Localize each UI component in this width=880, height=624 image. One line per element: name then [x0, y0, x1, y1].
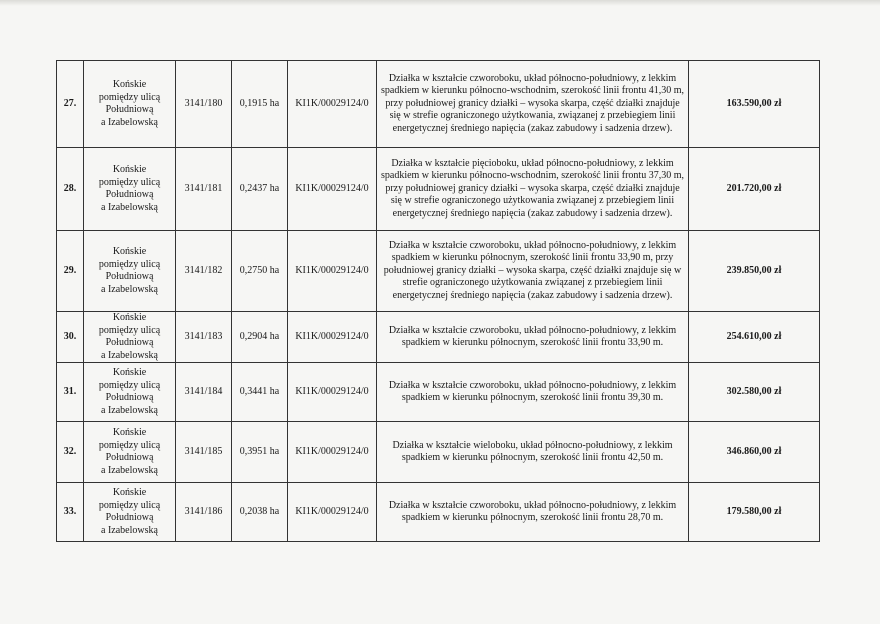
- parcel-price: 254.610,00 zł: [689, 312, 820, 363]
- parcel-description: Działka w kształcie czworoboku, układ północno-południowy, z lekkim spadkiem w kierunku północnym, szerokość linii frontu 33,90 m.: [377, 312, 689, 363]
- location-line: Końskie: [112, 312, 147, 323]
- parcel-number: 3141/180: [176, 61, 232, 148]
- location-line: a Izabelowską: [101, 283, 158, 295]
- parcel-number: 3141/186: [176, 483, 232, 542]
- parcel-description: Działka w kształcie czworoboku, układ północno-południowy, z lekkim spadkiem w kierunku północnym, szerokość linii frontu 28,70 m.: [377, 483, 689, 542]
- table-row: [57, 363, 820, 422]
- location-line: Południową: [105, 337, 154, 348]
- parcel-number: 3141/182: [176, 231, 232, 312]
- row-number: 30.: [57, 312, 84, 363]
- location-line: Południową: [105, 392, 154, 403]
- parcel-price: 163.590,00 zł: [689, 61, 820, 148]
- table-row: [57, 231, 820, 312]
- row-number: 33.: [57, 483, 84, 542]
- location-cell: [84, 363, 176, 422]
- parcel-area: 0,2904 ha: [232, 312, 288, 363]
- parcel-table: [56, 60, 820, 542]
- location-line: Końskie: [112, 367, 147, 378]
- location-line: a Izabelowską: [101, 349, 158, 361]
- location-cell: [84, 422, 176, 483]
- location-line: a Izabelowską: [101, 404, 158, 416]
- table-row: [57, 61, 820, 148]
- location-line: Południową: [105, 452, 154, 463]
- location-line: a Izabelowską: [101, 464, 158, 476]
- land-register-number: KI1K/00029124/0: [288, 231, 377, 312]
- location-line: Południową: [105, 104, 154, 115]
- parcel-description: Działka w kształcie wieloboku, układ północno-południowy, z lekkim spadkiem w kierunku północnym, szerokość linii frontu 42,50 m.: [377, 422, 689, 483]
- parcel-price: 201.720,00 zł: [689, 148, 820, 231]
- location-line: a Izabelowską: [101, 201, 158, 213]
- location-line: Południową: [105, 512, 154, 523]
- location-line: pomiędzy ulicą: [98, 324, 161, 336]
- location-line: Końskie: [112, 164, 147, 175]
- land-register-number: KI1K/00029124/0: [288, 312, 377, 363]
- location-line: pomiędzy ulicą: [98, 176, 161, 188]
- table-row: [57, 422, 820, 483]
- parcel-number: 3141/181: [176, 148, 232, 231]
- location-line: Końskie: [112, 246, 147, 257]
- location-line: Końskie: [112, 79, 147, 90]
- parcel-price: 239.850,00 zł: [689, 231, 820, 312]
- table-row: [57, 483, 820, 542]
- parcel-price: 346.860,00 zł: [689, 422, 820, 483]
- parcel-price: 179.580,00 zł: [689, 483, 820, 542]
- location-line: pomiędzy ulicą: [98, 91, 161, 103]
- parcel-description: Działka w kształcie pięcioboku, układ północno-południowy, z lekkim spadkiem w kierunku północno-wschodnim, szerokość linii frontu 37,30 m, przy południowej granicy działki – wysoka skarpa, część działki znajduje się w strefie ograniczonego użytkowania związanej z przebiegiem linii energetycznej średniego napięcia (zakaz zabudowy i sadzenia drzew).: [377, 148, 689, 231]
- table-row: [57, 148, 820, 231]
- parcel-price: 302.580,00 zł: [689, 363, 820, 422]
- location-cell: [84, 312, 176, 363]
- row-number: 29.: [57, 231, 84, 312]
- location-line: pomiędzy ulicą: [98, 499, 161, 511]
- land-register-number: KI1K/00029124/0: [288, 422, 377, 483]
- location-cell: [84, 148, 176, 231]
- location-line: pomiędzy ulicą: [98, 439, 161, 451]
- land-register-number: KI1K/00029124/0: [288, 148, 377, 231]
- parcel-number: 3141/183: [176, 312, 232, 363]
- parcel-description: Działka w kształcie czworoboku, układ północno-południowy, z lekkim spadkiem w kierunku północnym, szerokość linii frontu 33,90 m, przy południowej granicy działki – wysoka skarpa, część działki znajduje się w strefie ograniczonego użytkowania związanej z przebiegiem linii energetycznej średniego napięcia (zakaz zabudowy i sadzenia drzew).: [377, 231, 689, 312]
- parcel-area: 0,2750 ha: [232, 231, 288, 312]
- row-number: 28.: [57, 148, 84, 231]
- parcel-area: 0,3441 ha: [232, 363, 288, 422]
- parcel-area: 0,2437 ha: [232, 148, 288, 231]
- location-line: a Izabelowską: [101, 524, 158, 536]
- land-register-number: KI1K/00029124/0: [288, 363, 377, 422]
- parcel-area: 0,1915 ha: [232, 61, 288, 148]
- row-number: 32.: [57, 422, 84, 483]
- table-row: [57, 312, 820, 363]
- location-line: Końskie: [112, 487, 147, 498]
- location-cell: [84, 231, 176, 312]
- row-number: 27.: [57, 61, 84, 148]
- location-cell: [84, 61, 176, 148]
- land-register-number: KI1K/00029124/0: [288, 483, 377, 542]
- parcel-description: Działka w kształcie czworoboku, układ północno-południowy, z lekkim spadkiem w kierunku północnym, szerokość linii frontu 39,30 m.: [377, 363, 689, 422]
- location-line: Końskie: [112, 427, 147, 438]
- parcel-number: 3141/185: [176, 422, 232, 483]
- parcel-description: Działka w kształcie czworoboku, układ północno-południowy, z lekkim spadkiem w kierunku północno-wschodnim, szerokość linii frontu 41,30 m, przy południowej granicy działki – wysoka skarpa, część działki znajduje się w strefie ograniczonego użytkowania, związanej z przebiegiem linii energetycznej średniego napięcia (zakaz zabudowy i sadzenia drzew).: [377, 61, 689, 148]
- parcel-number: 3141/184: [176, 363, 232, 422]
- land-register-number: KI1K/00029124/0: [288, 61, 377, 148]
- location-line: pomiędzy ulicą: [98, 258, 161, 270]
- location-line: Południową: [105, 189, 154, 200]
- parcel-area: 0,3951 ha: [232, 422, 288, 483]
- row-number: 31.: [57, 363, 84, 422]
- parcel-area: 0,2038 ha: [232, 483, 288, 542]
- scan-edge: [0, 0, 880, 6]
- location-line: Południową: [105, 271, 154, 282]
- location-line: a Izabelowską: [101, 116, 158, 128]
- location-line: pomiędzy ulicą: [98, 379, 161, 391]
- location-cell: [84, 483, 176, 542]
